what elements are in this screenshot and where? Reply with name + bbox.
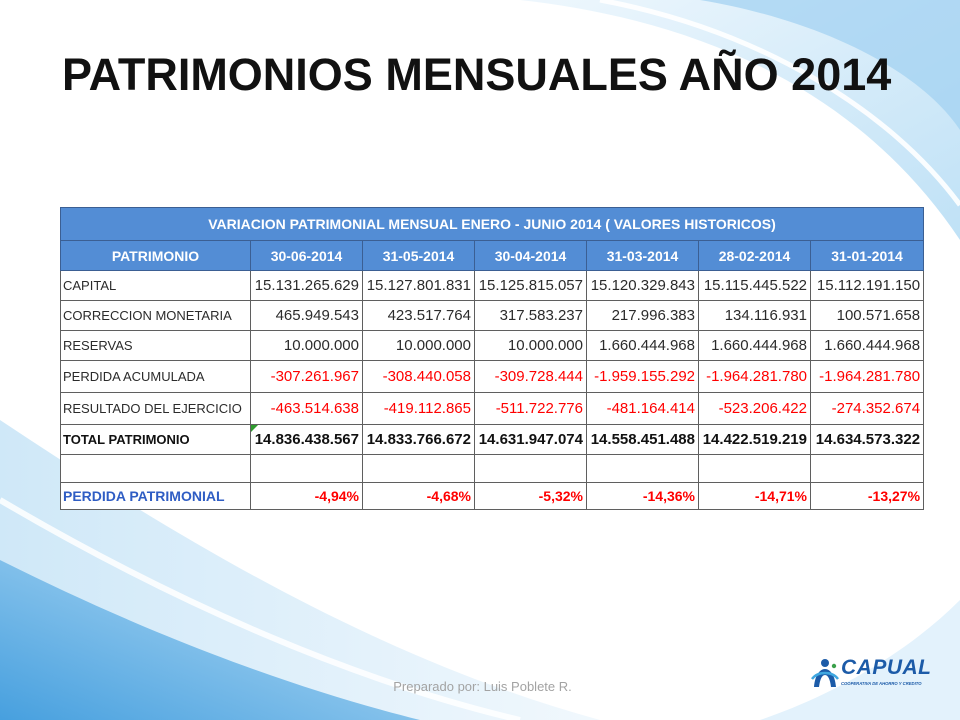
slide-title: PATRIMONIOS MENSUALES AÑO 2014 [62,49,892,100]
table-row [61,361,924,393]
table-cell: -463.514.638 [251,393,363,425]
patrimonio-table [60,207,924,510]
table-cell: -1.964.281.780 [811,361,924,393]
table-cell: -307.261.967 [251,361,363,393]
table-cell: 14.833.766.672 [363,425,475,455]
table-cell: -5,32% [475,483,587,510]
table-cell: 217.996.383 [587,301,699,331]
table-cell: 1.660.444.968 [699,331,811,361]
row-label-perdida-patrimonial: PERDIDA PATRIMONIAL [61,483,251,510]
table-cell: 1.660.444.968 [811,331,924,361]
table-cell: 15.125.815.057 [475,271,587,301]
table-cell: 134.116.931 [699,301,811,331]
table-cell: 14.631.947.074 [475,425,587,455]
table-cell: 317.583.237 [475,301,587,331]
row-label-correccion-monetaria: CORRECCION MONETARIA [61,301,251,331]
table-cell: -13,27% [811,483,924,510]
table-cell: 15.112.191.150 [811,271,924,301]
capual-emblem-icon [810,657,840,689]
table-row [61,271,924,301]
table-cell: 15.115.445.522 [699,271,811,301]
table-cell: -14,71% [699,483,811,510]
table-row [61,331,924,361]
table-cell: -4,94% [251,483,363,510]
row-label-perdida-acumulada: PERDIDA ACUMULADA [61,361,251,393]
column-header-date: 31-03-2014 [587,241,699,271]
table-row-total [61,425,924,455]
footer-credit: Preparado por: Luis Poblete R. [393,679,572,694]
empty-cell [61,455,251,483]
table-cell: 10.000.000 [475,331,587,361]
table-cell: 423.517.764 [363,301,475,331]
row-label-capital: CAPITAL [61,271,251,301]
table-cell: -1.964.281.780 [699,361,811,393]
table-cell: -481.164.414 [587,393,699,425]
table-cell: -1.959.155.292 [587,361,699,393]
column-header-date: 28-02-2014 [699,241,811,271]
table-row [61,393,924,425]
table-cell: 10.000.000 [363,331,475,361]
table-cell: -309.728.444 [475,361,587,393]
logo-name: CAPUAL [841,656,932,679]
empty-cell [699,455,811,483]
table-row-perdida-patrimonial [61,483,924,510]
table-cell: -523.206.422 [699,393,811,425]
table-row [61,301,924,331]
empty-cell [811,455,924,483]
table-cell: 14.422.519.219 [699,425,811,455]
column-header-date: 30-04-2014 [475,241,587,271]
table-cell: -274.352.674 [811,393,924,425]
table-cell: 14.836.438.567 [251,425,363,455]
row-label-reservas: RESERVAS [61,331,251,361]
row-label-total-patrimonio: TOTAL PATRIMONIO [61,425,251,455]
table-cell: -4,68% [363,483,475,510]
table-cell: 14.558.451.488 [587,425,699,455]
table-caption: VARIACION PATRIMONIAL MENSUAL ENERO - JUNIO 2014 ( VALORES HISTORICOS) [61,208,924,241]
table-cell: -308.440.058 [363,361,475,393]
table-cell: 1.660.444.968 [587,331,699,361]
table-cell: 15.120.329.843 [587,271,699,301]
empty-cell [587,455,699,483]
table-cell: -419.112.865 [363,393,475,425]
table-cell: -14,36% [587,483,699,510]
table-cell: 15.127.801.831 [363,271,475,301]
empty-row [61,455,924,483]
column-header-date: 31-01-2014 [811,241,924,271]
table-cell: 465.949.543 [251,301,363,331]
column-header-date: 31-05-2014 [363,241,475,271]
column-header-patrimonio: PATRIMONIO [61,241,251,271]
empty-cell [363,455,475,483]
table-cell: 15.131.265.629 [251,271,363,301]
row-label-resultado-del-ejercicio: RESULTADO DEL EJERCICIO [61,393,251,425]
cell-error-indicator-icon [251,425,258,432]
logo-subtitle: COOPERATIVA DE AHORRO Y CREDITO [841,682,922,687]
table-cell: -511.722.776 [475,393,587,425]
capual-logo [810,655,935,695]
column-header-date: 30-06-2014 [251,241,363,271]
table-cell: 10.000.000 [251,331,363,361]
empty-cell [475,455,587,483]
table-cell: 14.634.573.322 [811,425,924,455]
empty-cell [251,455,363,483]
table-cell: 100.571.658 [811,301,924,331]
